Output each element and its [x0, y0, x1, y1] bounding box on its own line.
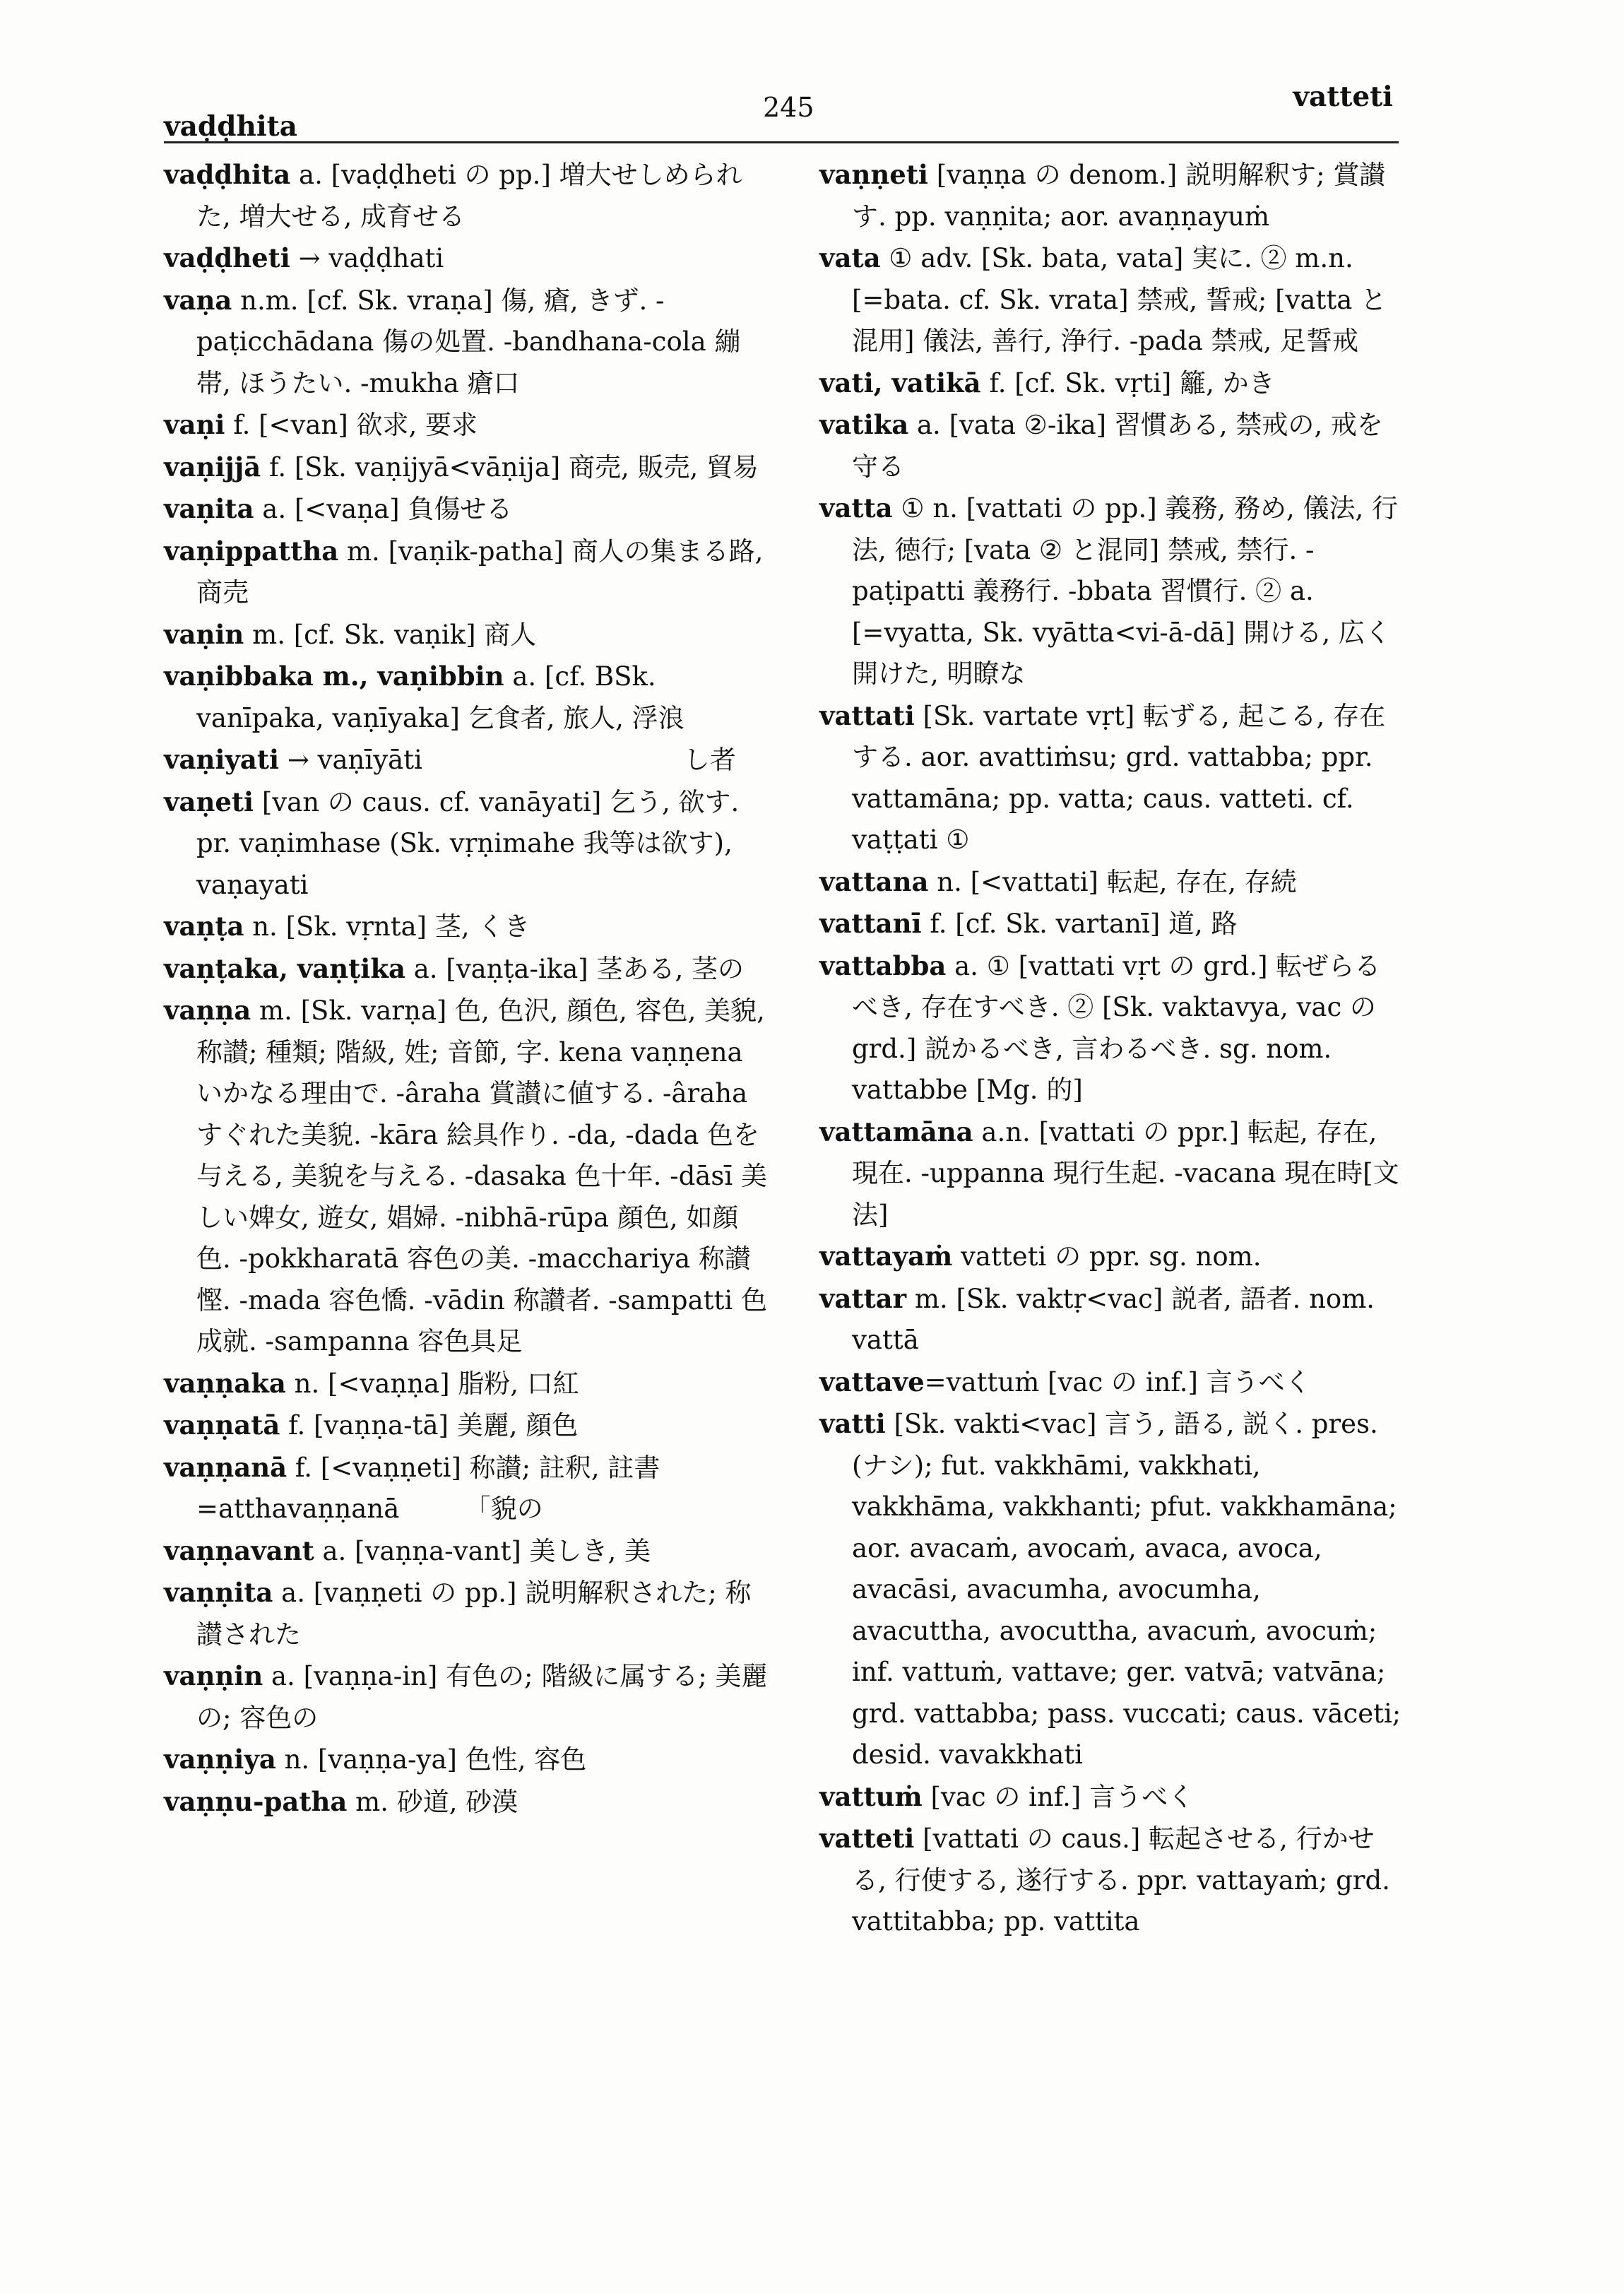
entry-body: n. [<vattati] 転起, 存在, 存続	[928, 866, 1297, 897]
headword: vaṇeti	[164, 786, 254, 817]
headword: vaṇṇa	[164, 995, 251, 1026]
dictionary-entry	[164, 1530, 771, 1573]
entry-body: [Sk. vartate vṛt] 転ずる, 起こる, 存在する. aor. avattiṁsu; grd. vattabba; ppr. vattamāna; pp. vatta; caus. vatteti. cf. vaṭṭati ①	[852, 700, 1386, 855]
dictionary-entry	[164, 948, 771, 991]
dictionary-entry	[819, 1818, 1406, 1943]
headword: vattamāna	[819, 1116, 973, 1147]
right-column	[819, 154, 1406, 1943]
entry-body: → vaḍḍhati	[290, 243, 444, 273]
entry-body: a. [<vaṇa] 負傷せる	[254, 494, 513, 524]
dictionary-entry	[819, 695, 1406, 861]
dictionary-entry	[164, 781, 771, 906]
headword: vattanī	[819, 908, 922, 939]
dictionary-entry	[164, 656, 771, 739]
headword: vatteti	[819, 1823, 915, 1854]
page-header	[164, 69, 1393, 143]
headword: vaṇin	[164, 618, 244, 650]
dictionary-entry	[164, 1447, 771, 1530]
headword: vaṇṇaka	[164, 1367, 286, 1399]
headword: vaṇṇavant	[164, 1535, 314, 1566]
headword: vaṇṇu-patha	[164, 1785, 348, 1817]
entry-body: → vaṇīyāti し者	[279, 745, 736, 775]
dictionary-entry	[164, 1363, 771, 1405]
headword: vata	[819, 242, 881, 273]
dictionary-entry	[164, 488, 771, 531]
headword: vaṇita	[164, 493, 254, 524]
dictionary-entry	[819, 861, 1406, 904]
dictionary-entry	[164, 1405, 771, 1447]
dictionary-entry	[819, 404, 1406, 487]
headword: vaṇṇita	[164, 1577, 273, 1608]
dictionary-entry	[819, 1111, 1406, 1236]
entry-body: f. [<vaṇṇeti] 称讃; 註釈, 註書=atthavaṇṇanā 「貌の	[196, 1452, 660, 1524]
headword: vaṇibbaka m., vaṇibbin	[164, 661, 504, 692]
dictionary-entry	[164, 906, 771, 948]
headword: vatta	[819, 492, 893, 524]
headword: vaṇippattha	[164, 535, 339, 567]
dictionary-entry	[819, 1278, 1406, 1361]
headword: vaṇṇanā	[164, 1451, 288, 1483]
entry-body: a. ① [vattati vṛt の grd.] 転ぜらるべき, 存在すべき. ② [Sk. vaktavya, vac の grd.] 説かるべき, 言わるべき. sg. nom. vattabbe [Mg. 的]	[852, 950, 1381, 1105]
headword: vattati	[819, 699, 915, 731]
entry-body: f. [<van] 欲求, 要求	[225, 410, 478, 440]
entry-body: [vaṇṇa の denom.] 説明解釈す; 賞讃す. pp. vaṇṇita; aor. avaṇṇayuṁ	[852, 160, 1386, 232]
headword: vati, vatikā	[819, 367, 981, 398]
dictionary-entry	[819, 487, 1406, 695]
dictionary-entry	[164, 990, 771, 1363]
entry-body: m. [Sk. vaktṛ<vac] 説者, 語者. nom. vattā	[852, 1283, 1375, 1355]
dictionary-entry	[819, 154, 1406, 237]
entry-body: =vattuṁ [vac の inf.] 言うべく	[924, 1366, 1311, 1397]
dictionary-entry	[819, 1361, 1406, 1404]
entry-body: f. [Sk. vaṇijyā<vāṇija] 商売, 販売, 貿易	[261, 451, 759, 483]
entry-body: [van の caus. cf. vanāyati] 乞う, 欲す. pr. vaṇimhase (Sk. vṛṇimahe 我等は欲す), vaṇayati	[196, 786, 740, 900]
entry-body: ① n. [vattati の pp.] 義務, 務め, 儀法, 行法, 徳行; [vata ② と混同] 禁戒, 禁行. -paṭipatti 義務行. -bbata 習慣行. ② a. [=vyatta, Sk. vyātta<vi-ā-dā] 開ける, 広く開けた, 明瞭な	[852, 493, 1398, 689]
entry-body: a. [vaṇṇa-vant] 美しき, 美	[314, 1535, 651, 1566]
entry-body: [vattati の caus.] 転起させる, 行かせる, 行使する, 遂行する. ppr. vattayaṁ; grd. vattitabba; pp. vattita	[852, 1823, 1390, 1937]
dictionary-entry	[819, 1776, 1406, 1819]
entry-body: n.m. [cf. Sk. vraṇa] 傷, 瘡, きず. -paṭicchādana 傷の処置. -bandhana-cola 繃帯, ほうたい. -mukha 瘡口	[196, 285, 741, 398]
headword: vaṇi	[164, 409, 225, 440]
dictionary-entry	[164, 1572, 771, 1655]
entry-body: ① adv. [Sk. bata, vata] 実に. ② m.n. [=bata. cf. Sk. vrata] 禁戒, 誓戒; [vatta と混用] 儀法, 善行, 浄行. -pada 禁戒, 足誓戒	[852, 243, 1387, 356]
headword: vattayaṁ	[819, 1241, 953, 1272]
headword: vattar	[819, 1282, 907, 1314]
dictionary-entry	[819, 362, 1406, 405]
headword: vattabba	[819, 950, 947, 981]
headword: vaṇijjā	[164, 451, 261, 483]
dictionary-entry	[819, 1236, 1406, 1278]
dictionary-entry	[164, 237, 771, 280]
entry-body: a. [vaṇṇa-in] 有色の; 階級に属する; 美麗の; 容色の	[196, 1661, 768, 1733]
headword: vaṇṇatā	[164, 1409, 280, 1441]
entry-body: f. [cf. Sk. vṛti] 籬, かき	[980, 367, 1275, 398]
dictionary-entry	[819, 237, 1406, 362]
header-rule	[164, 141, 1399, 143]
entry-body: m. [Sk. varṇa] 色, 色沢, 顔色, 容色, 美貌, 称讃; 種類; 階級, 姓; 音節, 字. kena vaṇṇena いかなる理由で. -âraha 賞讃に値する. -âraha すぐれた美貌. -kāra 絵具作り. -da, -dada 色を与える, 美貌を与える. -dasaka 色十年. -dāsī 美しい婢女, 遊女, 娼婦. -nibhā-rūpa 顔色, 如顔色. -pokkharatā 容色の美. -macchariya 称讃慳. -mada 容色憍. -vādin 称讃者. -sampatti 色成就. -sampanna 容色具足	[196, 995, 768, 1356]
dictionary-entry	[164, 154, 771, 237]
page-number: 245	[763, 92, 814, 123]
dictionary-entry	[819, 903, 1406, 945]
entry-body: a.n. [vattati の ppr.] 転起, 存在, 現在. -uppanna 現行生起. -vacana 現在時[文法]	[852, 1116, 1399, 1230]
dictionary-entry	[164, 739, 771, 781]
dictionary-entry	[164, 280, 771, 405]
dictionary-entry	[164, 1655, 771, 1739]
entry-body: a. [vata ②-ika] 習慣ある, 禁戒の, 戒を守る	[852, 410, 1383, 482]
entry-body: m. [cf. Sk. vaṇik] 商人	[244, 619, 537, 650]
entry-body: a. [vaṇṭa-ika] 茎ある, 茎の	[405, 953, 744, 984]
headword: vattave	[819, 1366, 925, 1397]
entry-body: f. [cf. Sk. vartanī] 道, 路	[921, 909, 1238, 939]
dictionary-entry	[164, 1781, 771, 1823]
headword: vattana	[819, 865, 929, 897]
dictionary-entry	[164, 531, 771, 614]
headword: vaṇṭa	[164, 911, 244, 942]
entry-body: n. [<vaṇṇa] 脂粉, 口紅	[285, 1368, 579, 1399]
headword: vattuṁ	[819, 1780, 923, 1812]
headword: vatika	[819, 409, 909, 440]
headword: vaṇa	[164, 284, 232, 316]
headword: vaṇiyati	[164, 744, 280, 775]
entry-body: [Sk. vakti<vac] 言う, 語る, 説く. pres. (ナシ); fut. vakkhāmi, vakkhati, vakkhāma, vakkhanti; pfut. vakkhamāna; aor. avacaṁ, avocaṁ, avaca, avoca, avacāsi, avacumha, avocumha, avacuttha, avocuttha, avacuṁ, avocuṁ; inf. vattuṁ, vattave; ger. vatvā; vatvāna; grd. vattabba; pass. vuccati; caus. vāceti; desid. vavakkhati	[852, 1409, 1401, 1770]
dictionary-entry	[164, 1739, 771, 1781]
entry-body: [vac の inf.] 言うべく	[922, 1781, 1195, 1812]
headword: vaḍḍheti	[164, 242, 290, 273]
headword: vaṇṭaka, vaṇṭika	[164, 952, 405, 984]
dictionary-entry	[164, 447, 771, 489]
headword: vaḍḍhita	[164, 159, 291, 190]
entry-body: n. [vaṇṇa-ya] 色性, 容色	[275, 1744, 587, 1775]
entry-body: a. [vaṇṇeti の pp.] 説明解釈された; 称讃された	[196, 1578, 752, 1650]
entry-body: vatteti の ppr. sg. nom.	[952, 1241, 1262, 1272]
entry-body: m. [vaṇik-patha] 商人の集まる路, 商売	[196, 536, 764, 608]
entry-body: a. [cf. BSk. vanīpaka, vaṇīyaka] 乞食者, 旅人, 浮浪	[196, 661, 684, 733]
dictionary-entry	[164, 614, 771, 656]
headword: vaṇṇin	[164, 1660, 263, 1691]
headword: vaṇṇiya	[164, 1744, 276, 1775]
left-column	[164, 154, 771, 1823]
headword: vatti	[819, 1408, 886, 1439]
header-right-guide-word: vatteti	[1293, 81, 1393, 113]
dictionary-entry	[819, 1403, 1406, 1776]
entry-body: n. [Sk. vṛnta] 茎, くき	[244, 911, 531, 942]
headword: vaṇṇeti	[819, 159, 928, 190]
entry-body: m. 砂道, 砂漠	[347, 1786, 518, 1817]
header-left-guide-word: vaḍḍhita	[164, 110, 297, 143]
dictionary-entry	[819, 945, 1406, 1111]
dictionary-entry	[164, 404, 771, 447]
entry-body: f. [vaṇṇa-tā] 美麗, 顔色	[280, 1410, 579, 1441]
entry-body: a. [vaḍḍheti の pp.] 増大せしめられた, 増大せる, 成育せる	[196, 160, 742, 232]
